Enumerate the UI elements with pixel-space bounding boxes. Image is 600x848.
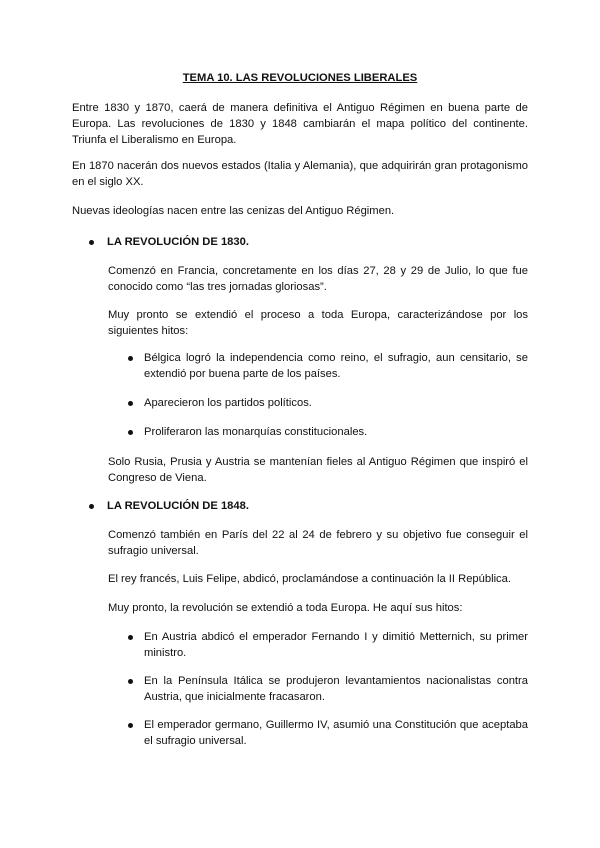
section-1830-paragraph-1: Comenzó en Francia, concretamente en los días 27, 28 y 29 de Julio, lo que fue conocido como “las tres jornadas gloriosas”. xyxy=(108,265,528,294)
bullet-icon xyxy=(89,504,94,509)
section-1848-title: LA REVOLUCIÓN DE 1848. xyxy=(107,500,249,512)
bullet-icon xyxy=(128,679,133,684)
intro-paragraph-3: Nuevas ideologías nacen entre las cenizas del Antiguo Régimen. xyxy=(72,205,395,217)
bullet-icon xyxy=(128,635,133,640)
section-1830-paragraph-2: Muy pronto se extendió el proceso a toda Europa, caracterizándose por los siguientes hitos: xyxy=(108,309,528,338)
section-1830-title: LA REVOLUCIÓN DE 1830. xyxy=(107,236,249,248)
bullet-icon xyxy=(89,240,94,245)
document-title: TEMA 10. LAS REVOLUCIONES LIBERALES xyxy=(182,72,418,84)
list-item-text: El emperador germano, Guillermo IV, asumió una Constitución que aceptaba el sufragio universal. xyxy=(144,719,528,748)
section-1848-paragraph-2: El rey francés, Luis Felipe, abdicó, proclamándose a continuación la II República. xyxy=(108,573,511,585)
bullet-icon xyxy=(128,356,133,361)
section-1848-paragraph-3: Muy pronto, la revolución se extendió a toda Europa. He aquí sus hitos: xyxy=(108,602,463,614)
list-item-text: En la Península Itálica se produjeron levantamientos nacionalistas contra Austria, que inicialmente fracasaron. xyxy=(144,675,528,704)
bullet-icon xyxy=(128,401,133,406)
bullet-icon xyxy=(128,723,133,728)
list-item-text: Bélgica logró la independencia como reino, el sufragio, aun censitario, se extendió por buena parte de los países. xyxy=(144,352,528,381)
bullet-icon xyxy=(128,430,133,435)
intro-paragraph-2: En 1870 nacerán dos nuevos estados (Italia y Alemania), que adquirirán gran protagonismo en el siglo XX. xyxy=(72,160,528,189)
list-item-text: Aparecieron los partidos políticos. xyxy=(144,397,312,409)
list-item-text: En Austria abdicó el emperador Fernando I y dimitió Metternich, su primer ministro. xyxy=(144,631,528,660)
intro-paragraph-1: Entre 1830 y 1870, caerá de manera definitiva el Antiguo Régimen en buena parte de Europa. Las revoluciones de 1830 y 1848 cambiarán el mapa político del continente. Triunfa el Liberalismo en Europa. xyxy=(72,102,528,147)
list-item-text: Proliferaron las monarquías constitucionales. xyxy=(144,426,368,438)
section-1830-paragraph-3: Solo Rusia, Prusia y Austria se mantenían fieles al Antiguo Régimen que inspiró el Congreso de Viena. xyxy=(108,456,528,485)
section-1848-paragraph-1: Comenzó también en París del 22 al 24 de febrero y su objetivo fue conseguir el sufragio universal. xyxy=(108,529,528,558)
